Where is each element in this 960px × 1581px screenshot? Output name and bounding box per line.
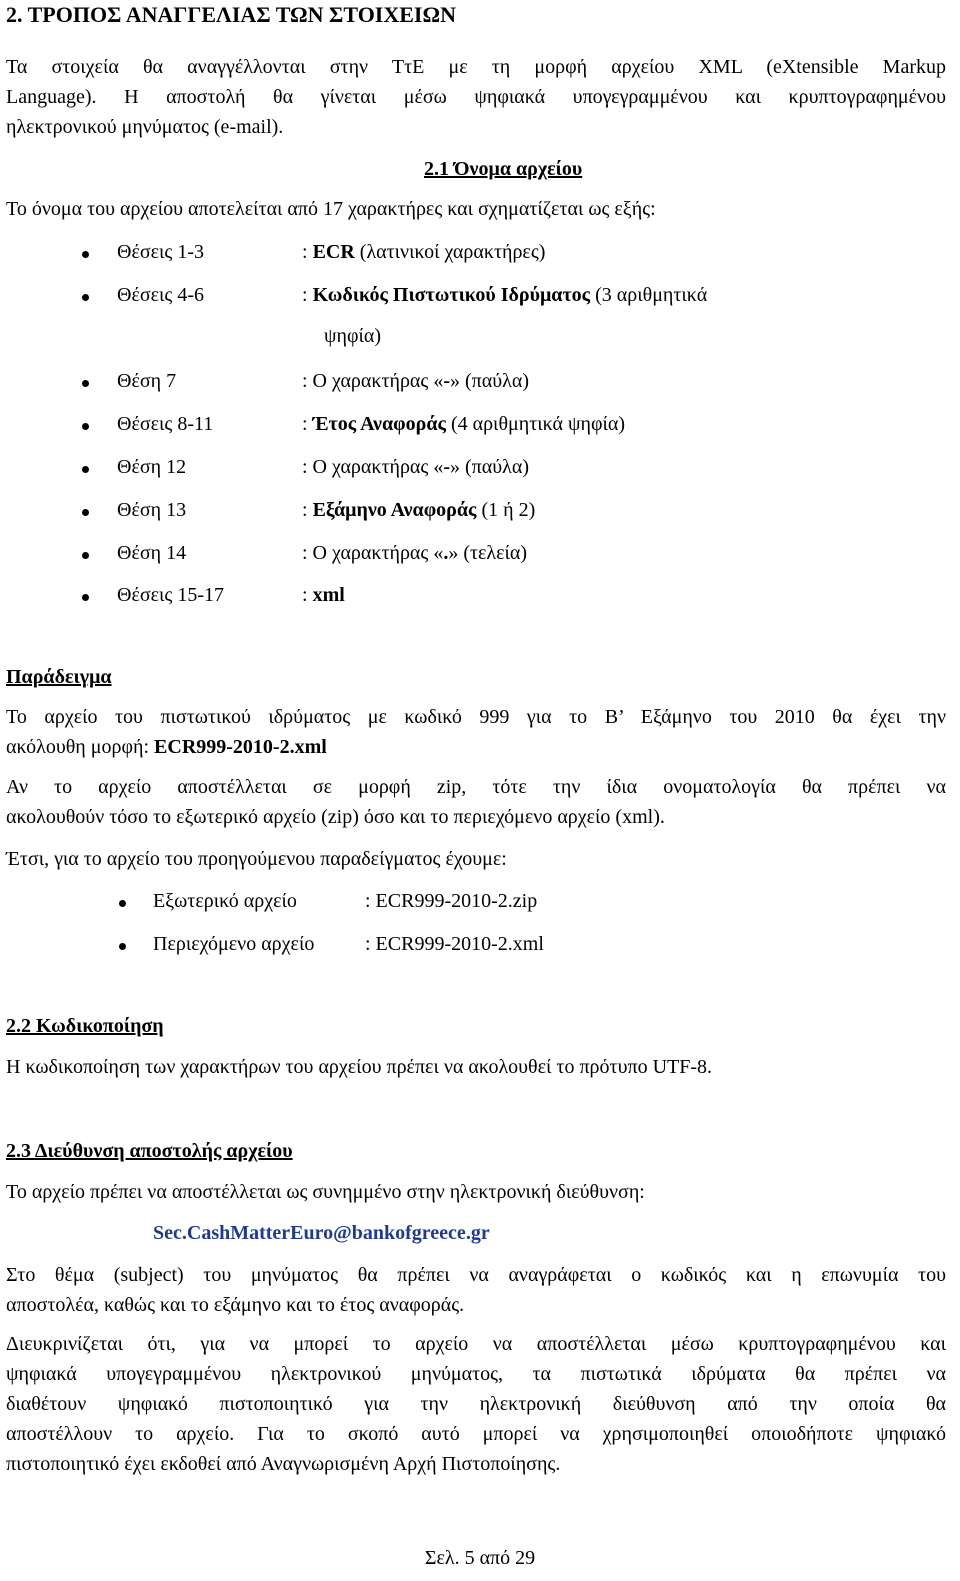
list-item-description: : ECR (λατινικοί χαρακτήρες): [302, 241, 546, 263]
example-heading: Παράδειγμα: [6, 666, 112, 688]
list-item-description: : Ο χαρακτήρας «-» (παύλα): [302, 456, 529, 478]
list-item-continuation: ψηφία): [324, 325, 382, 347]
bullet-icon: [119, 900, 126, 907]
thus-line: Έτσι, για το αρχείο του προηγούμενου παραδείγματος έχουμε:: [6, 848, 507, 870]
zip-line-2: ακολουθούν τόσο το εξωτερικό αρχείο (zip) όσο και το περιεχόμενο αρχείο (xml).: [6, 806, 665, 828]
section-title: 2. ΤΡΟΠΟΣ ΑΝΑΓΓΕΛΙΑΣ ΤΩΝ ΣΤΟΙΧΕΙΩΝ: [6, 2, 457, 27]
bullet-icon: [82, 509, 89, 516]
list-item-position: Θέσεις 8-11: [117, 413, 214, 435]
email-address[interactable]: Sec.CashMatterEuro@bankofgreece.gr: [153, 1222, 490, 1244]
clarify-line-5: πιστοποιητικό έχει εκδοθεί από Αναγνωρισμένη Αρχή Πιστοποίησης.: [6, 1453, 561, 1475]
clarify-line-1: Διευκρινίζεται ότι, για να μπορεί το αρχείο να αποστέλλεται μέσω κρυπτογραφημένου και: [6, 1333, 946, 1355]
list-item-description: : xml: [302, 584, 345, 606]
section-2-1-heading: 2.1 Όνομα αρχείου: [424, 158, 583, 180]
section-2-3-text: Το αρχείο πρέπει να αποστέλλεται ως συνημμένο στην ηλεκτρονική διεύθυνση:: [6, 1181, 645, 1203]
list-item-position: Θέση 7: [117, 370, 177, 392]
section-2-2-text: Η κωδικοποίηση των χαρακτήρων του αρχείου πρέπει να ακολουθεί το πρότυπο UTF-8.: [6, 1056, 713, 1078]
bullet-icon: [82, 594, 89, 601]
section-2-1-intro: Το όνομα του αρχείου αποτελείται από 17 χαρακτήρες και σχηματίζεται ως εξής:: [6, 198, 656, 220]
file-label: Εξωτερικό αρχείο: [153, 890, 297, 912]
intro-line-2: Language). Η αποστολή θα γίνεται μέσω ψηφιακά υπογεγραμμένου και κρυπτογραφημένου: [6, 86, 946, 108]
example-line-1: Το αρχείο του πιστωτικού ιδρύματος με κωδικό 999 για το Β’ Εξάμηνο του 2010 θα έχει την: [6, 706, 946, 728]
subject-line-1: Στο θέμα (subject) του μηνύματος θα πρέπει να αναγράφεται ο κωδικός και η επωνυμία του: [6, 1264, 946, 1286]
section-2-3-heading: 2.3 Διεύθυνση αποστολής αρχείου: [6, 1140, 293, 1162]
section-2-2-heading: 2.2 Κωδικοποίηση: [6, 1015, 164, 1037]
list-item-position: Θέση 13: [117, 499, 187, 521]
clarify-line-3: διαθέτουν ψηφιακό πιστοποιητικό για την ηλεκτρονική διεύθυνση από την οποία θα: [6, 1393, 946, 1415]
file-label: Περιεχόμενο αρχείο: [153, 933, 315, 955]
list-item-description: : Ο χαρακτήρας «.» (τελεία): [302, 542, 528, 564]
bullet-icon: [82, 466, 89, 473]
clarify-line-2: ψηφιακά υπογεγραμμένου ηλεκτρονικού μηνύματος, τα πιστωτικά ιδρύματα θα πρέπει να: [6, 1363, 946, 1385]
list-item-position: Θέση 14: [117, 542, 187, 564]
bullet-icon: [82, 552, 89, 559]
list-item-position: Θέσεις 15-17: [117, 584, 224, 606]
clarify-line-4: αποστέλλουν το αρχείο. Για το σκοπό αυτό μπορεί να χρησιμοποιηθεί οποιοδήποτε ψηφιακό: [6, 1423, 946, 1445]
list-item-description: : Εξάμηνο Αναφοράς (1 ή 2): [302, 499, 536, 521]
bullet-icon: [82, 380, 89, 387]
list-item-position: Θέσεις 1-3: [117, 241, 204, 263]
list-item-position: Θέσεις 4-6: [117, 284, 204, 306]
list-item-position: Θέση 12: [117, 456, 187, 478]
page-number: Σελ. 5 από 29: [424, 1547, 536, 1569]
example-line-2: ακόλουθη μορφή: ECR999-2010-2.xml: [6, 736, 327, 758]
list-item-description: : Ο χαρακτήρας «-» (παύλα): [302, 370, 529, 392]
bullet-icon: [82, 294, 89, 301]
bullet-icon: [119, 943, 126, 950]
intro-line-3: ηλεκτρονικού μηνύματος (e-mail).: [6, 116, 284, 138]
bullet-icon: [82, 251, 89, 258]
file-value: : ECR999-2010-2.xml: [365, 933, 544, 955]
zip-line-1: Αν το αρχείο αποστέλλεται σε μορφή zip, τότε την ίδια ονοματολογία θα πρέπει να: [6, 776, 946, 798]
list-item-description: : Έτος Αναφοράς (4 αριθμητικά ψηφία): [302, 413, 626, 435]
intro-line-1: Τα στοιχεία θα αναγγέλλονται στην ΤτΕ με τη μορφή αρχείου XML (eXtensible Markup: [6, 56, 946, 78]
bullet-icon: [82, 423, 89, 430]
list-item-description: : Κωδικός Πιστωτικού Ιδρύματος (3 αριθμητικά: [302, 284, 708, 306]
file-value: : ECR999-2010-2.zip: [365, 890, 538, 912]
subject-line-2: αποστολέα, καθώς και το εξάμηνο και το έτος αναφοράς.: [6, 1294, 465, 1316]
